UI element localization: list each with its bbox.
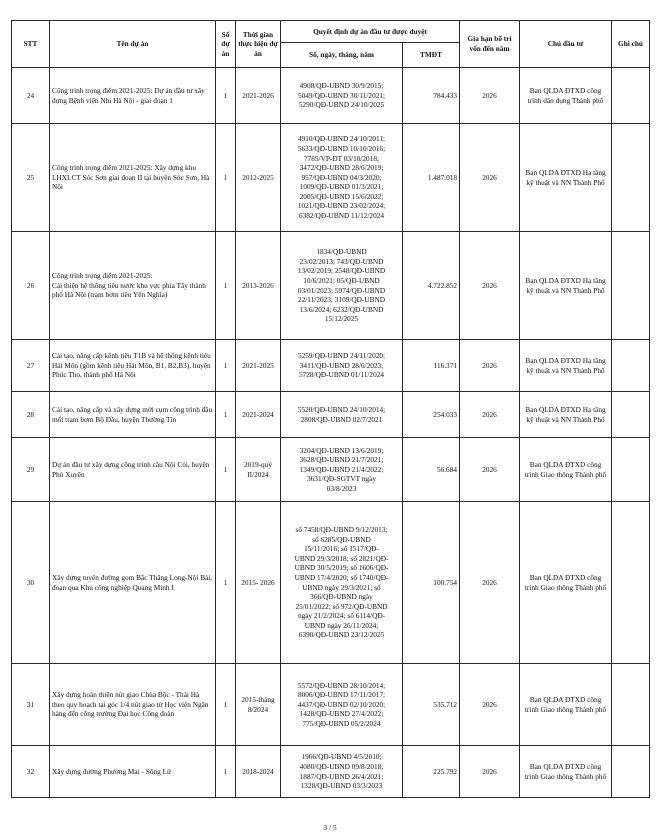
row-capital-extension: 2026 [460,392,520,438]
row-tmdt: 225.792 [403,746,460,798]
row-capital-extension: 2026 [460,502,520,664]
row-implementation-time: 2015- 2026 [236,502,281,664]
header-project-count: Số dự án [216,21,236,68]
row-decision-number: 5259/QĐ-UBND 24/11/2020; 3411/QĐ-UBND 28/6/2023; 5728/QĐ-UBND 01/11/2024 [281,340,403,392]
table-row [12,124,650,232]
row-tmdt: 56.684 [403,438,460,502]
row-decision-number: số 7458/QĐ-UBND 9/12/2013; số 6285/QĐ-UBND 15/11/2016; số 1517/QĐ- UBND 29/3/2018; số 2821/QĐ- UBND 30/5/2019; số 1606/QĐ- UBND 17/4/2020; số 1740/QĐ- UBND ngày 29/3/2021; số 366/QĐ-UBND ngày 25/01/2022; số 972/QĐ-UBND ngày 21/2/2024; số 6114/QĐ- UBND ngày 26/11/2024; 6390/QĐ-UBND 23/12/2025 [281,502,403,664]
row-project-count: 1 [216,232,236,340]
row-project-name: Dự án đầu tư xây dựng công trình cầu Nội Còi, huyện Phú Xuyên [50,438,216,502]
row-decision-number: 5520/QĐ-UBND 24/10/2014; 2808/QĐ-UBND 02/7/2021 [281,392,403,438]
row-capital-extension: 2026 [460,124,520,232]
row-note [612,438,650,502]
row-tmdt: 1.487.018 [403,124,460,232]
row-capital-extension: 2026 [460,232,520,340]
row-stt: 25 [12,124,50,232]
row-investor: Ban QLDA ĐTXD công trình Giao thông Thành phố [520,746,612,798]
header-decision-number: Số, ngày, tháng, năm [281,43,403,68]
row-capital-extension: 2026 [460,340,520,392]
row-project-count: 1 [216,746,236,798]
header-stt: STT [12,21,50,68]
table-row [12,68,650,124]
row-note [612,124,650,232]
row-note [612,664,650,746]
row-capital-extension: 2026 [460,746,520,798]
header-project-name: Tên dự án [50,21,216,68]
row-stt: 31 [12,664,50,746]
row-project-count: 1 [216,340,236,392]
row-investor: Ban QLDA ĐTXD Hạ tầng kỹ thuật và NN Thành Phố [520,124,612,232]
row-decision-number: 1834/QĐ-UBND 23/02/2013; 743/QĐ-UBND 13/02/2019; 2548/QĐ-UBND 10/6/2021; 05/QĐ-UBND 03/01/2023; 5974/QĐ-UBND 22/11/2023; 3109/QĐ-UBND 13/6/2024; 6232/QĐ-UBND 15/12/2025 [281,232,403,340]
row-stt: 30 [12,502,50,664]
row-implementation-time: 2019-quý II/2024 [236,438,281,502]
row-decision-number: 3204/QĐ-UBND 13/6/2019; 3628/QĐ-UBND 21/7/2021; 1349/QĐ-UBND 21/4/2022; 3631/QĐ-SGTVT ngày 03/8/2023 [281,438,403,502]
row-tmdt: 254.033 [403,392,460,438]
table-row [12,340,650,392]
row-investor: Ban QLDA ĐTXD công trình dân dụng Thành phố [520,68,612,124]
row-implementation-time: 2021-2026 [236,68,281,124]
row-project-count: 1 [216,438,236,502]
header-tmdt: TMĐT [403,43,460,68]
row-project-name: Xây dựng đường Phương Mai - Sông Lừ [50,746,216,798]
row-investor: Ban QLDA ĐTXD Hạ tầng kỹ thuật và NN Thành Phố [520,392,612,438]
row-decision-number: 4910/QĐ-UBND 24/10/2011; 5633/QĐ-UBND 10/10/2016; 7785/VP-ĐT 03/10/2018; 3472/QĐ-UBND 28/6/2019; 957/QĐ-UBND 04/3/2020; 1009/QĐ-UBND 01/3/2021; 2005/QĐ-UBND 15/6/2022; 1021/QĐ-UBND 23/02/2024; 6382/QĐ-UBND 11/12/2024 [281,124,403,232]
row-implementation-time: 2015-tháng 8/2024 [236,664,281,746]
table-row [12,438,650,502]
table-row [12,392,650,438]
row-stt: 26 [12,232,50,340]
row-investor: Ban QLDA ĐTXD công trình Giao thông Thành phố [520,664,612,746]
row-stt: 24 [12,68,50,124]
table-body [12,68,650,798]
header-investor: Chủ đầu tư [520,21,612,68]
row-tmdt: 116.371 [403,340,460,392]
row-implementation-time: 2013-2026 [236,232,281,340]
row-project-name: Công trình trọng điểm 2021-2025: Xây dựng khu LHXLCT Sóc Sơn giai đoạn II tại huyện Sóc Sơn, Hà Nội [50,124,216,232]
row-project-name: Cải tạo, nâng cấp và xây dựng mới cụm công trình đầu mối trạm bơm Bộ Đầu, huyện Thường Tín [50,392,216,438]
row-stt: 27 [12,340,50,392]
row-implementation-time: 2012-2025 [236,124,281,232]
row-project-name: Xây dựng hoàn thiện nút giao Chùa Bộc - Thái Hà theo quy hoạch tại góc 1/4 nút giao từ Học viện Ngân hàng đến công trường Đại học Công đoàn [50,664,216,746]
header-decision-group: Quyết định dự án đầu tư được duyệt [281,21,460,43]
row-implementation-time: 2021-2025 [236,340,281,392]
row-capital-extension: 2026 [460,68,520,124]
page-number: 3 / 5 [323,823,337,832]
row-project-name: Xây dựng tuyến đường gom Bắc Thăng Long-Nội Bài, đoạn qua Khu công nghiệp Quang Minh I [50,502,216,664]
row-decision-number: 5572/QĐ-UBND 28/10/2014; 8006/QĐ-UBND 17/11/2017; 4437/QĐ-UBND 02/10/2020; 1428/QĐ-UBND 27/4/2022; 775/QĐ-UBND 05/2/2024 [281,664,403,746]
row-note [612,502,650,664]
header-implementation-time: Thời gian thực hiện dự án [236,21,281,68]
row-implementation-time: 2021-2024 [236,392,281,438]
row-project-name: Công trình trọng điểm 2021-2025: Dự án đầu tư xây dựng Bệnh viện Nhi Hà Nội - giai đoạn 1 [50,68,216,124]
row-project-count: 1 [216,68,236,124]
row-stt: 32 [12,746,50,798]
row-tmdt: 535.712 [403,664,460,746]
row-stt: 29 [12,438,50,502]
row-project-count: 1 [216,664,236,746]
table-row [12,664,650,746]
row-capital-extension: 2026 [460,438,520,502]
row-note [612,392,650,438]
row-note [612,68,650,124]
row-decision-number: 4908/QĐ-UBND 30/9/2015; 5049/QĐ-UBND 30/11/2021; 5290/QĐ-UBND 24/10/2025 [281,68,403,124]
row-implementation-time: 2018-2024 [236,746,281,798]
row-project-name: Công trình trọng điểm 2021-2025: Cải thiện hệ thống tiêu nước khu vực phía Tây thành phố Hà Nội (trạm bơm tiêu Yên Nghĩa) [50,232,216,340]
row-project-count: 1 [216,124,236,232]
table-row [12,232,650,340]
table-row [12,502,650,664]
row-tmdt: 100.754 [403,502,460,664]
row-investor: Ban QLDA ĐTXD công trình Giao thông Thành phố [520,438,612,502]
row-investor: Ban QLDA ĐTXD công trình Giao thông Thành phố [520,502,612,664]
projects-table [11,20,650,798]
row-investor: Ban QLDA ĐTXD Hạ tầng kỹ thuật và NN Thành Phố [520,340,612,392]
row-capital-extension: 2026 [460,664,520,746]
row-tmdt: 784.433 [403,68,460,124]
row-tmdt: 4.722.852 [403,232,460,340]
header-note: Ghi chú [612,21,650,68]
row-investor: Ban QLDA ĐTXD Hạ tầng kỹ thuật và NN Thành Phố [520,232,612,340]
row-project-count: 1 [216,502,236,664]
row-note [612,232,650,340]
row-stt: 28 [12,392,50,438]
row-project-count: 1 [216,392,236,438]
row-project-name: Cải tạo, nâng cấp kênh tiêu T1B và hệ thống kênh tiêu Hát Môn (gồm kênh tiêu Hát Môn, B1, B2,B3), huyện Phúc Thọ, thành phố Hà Nội [50,340,216,392]
row-note [612,746,650,798]
row-decision-number: 1966/QĐ-UBND 4/5/2010; 4080/QĐ-UBND 09/8/2018; 1887/QĐ-UBND 26/4/2021; 1328/QĐ-UBND 03/3/2023 [281,746,403,798]
row-note [612,340,650,392]
table-row [12,746,650,798]
header-capital-extension: Gia hạn bố trí vốn đến năm [460,21,520,68]
